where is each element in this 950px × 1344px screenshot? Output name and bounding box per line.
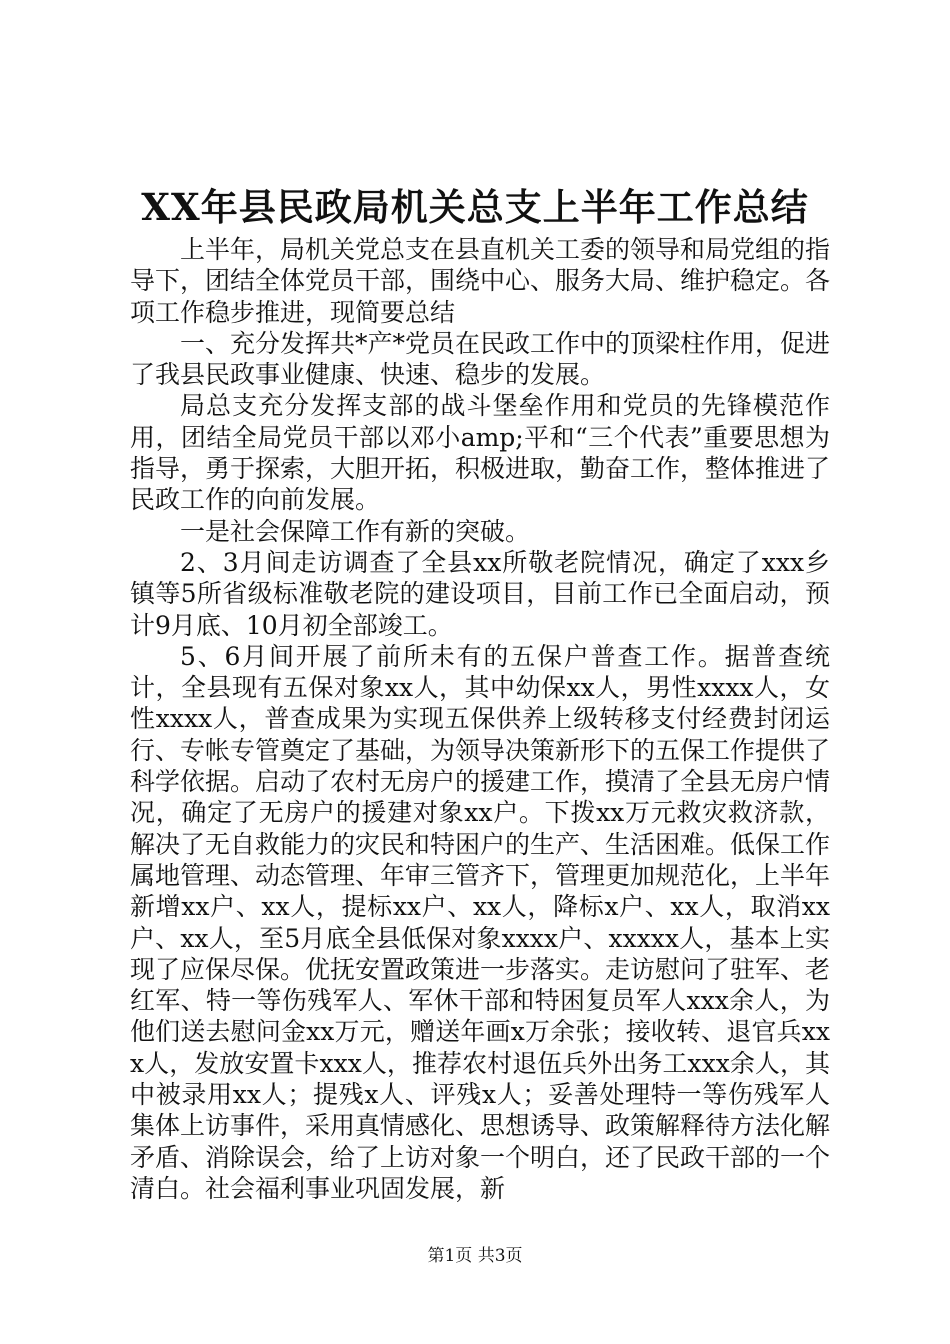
paragraph-section-one-heading: 一、充分发挥共*产*党员在民政工作中的顶梁柱作用，促进了我县民政事业健康、快速、稳步的发展。: [130, 328, 831, 390]
document-title: XX年县民政局机关总支上半年工作总结: [141, 185, 809, 229]
paragraph-nursing-homes: 2、3月间走访调查了全县xx所敬老院情况，确定了xxx乡镇等5所省级标准敬老院的建设项目，目前工作已全面启动，预计9月底、10月初全部竣工。: [130, 547, 830, 640]
paragraph-intro: 上半年，局机关党总支在县直机关工委的领导和局党组的指导下，团结全体党员干部，围绕中心、服务大局、维护稳定。各项工作稳步推进，现简要总结: [130, 235, 831, 327]
page-number-footer: 第1页 共3页: [427, 1246, 523, 1266]
document-body: [130, 234, 830, 1204]
paragraph-party-role: 局总支充分发挥支部的战斗堡垒作用和党员的先锋模范作用，团结全局党员干部以邓小amp;平和“三个代表”重要思想为指导，勇于探索，大胆开拓，积极进取，勤奋工作，整体推进了民政工作的向前发展。: [130, 391, 831, 515]
paragraph-social-security-heading: 一是社会保障工作有新的突破。: [180, 516, 531, 546]
paragraph-five-guarantees: 5、6月间开展了前所未有的五保户普查工作。据普查统计，全县现有五保对象xx人，其中幼保xx人，男性xxxx人，女性xxxx人，普查成果为实现五保供养上级转移支付经费封闭运行、专帐专管奠定了基础，为领导决策新形下的五保工作提供了科学依据。启动了农村无房户的援建工作，摸清了全县无房户情况，确定了无房户的援建对象xx户。下拨xx万元救灾救济款，解决了无自救能力的灾民和特困户的生产、生活困难。低保工作属地管理、动态管理、年审三管齐下，管理更加规范化，上半年新增xx户、xx人，提标xx户、xx人，降标x户、xx人，取消xx户、xx人，至5月底全县低保对象xxxx户、xxxxx人，基本上实现了应保尽保。优抚安置政策进一步落实。走访慰问了驻军、老红军、特一等伤残军人、军休干部和特困复员军人xxx余人，为他们送去慰问金xx万元，赠送年画x万余张；接收转、退官兵xxx人，发放安置卡xxx人，推荐农村退伍兵外出务工xxx余人，其中被录用xx人；提残x人、评残x人；妥善处理特一等伤残军人集体上访事件，采用真情感化、思想诱导、政策解释待方法化解矛盾、消除误会，给了上访对象一个明白，还了民政干部的一个清白。社会福利事业巩固发展，新: [130, 641, 831, 1203]
